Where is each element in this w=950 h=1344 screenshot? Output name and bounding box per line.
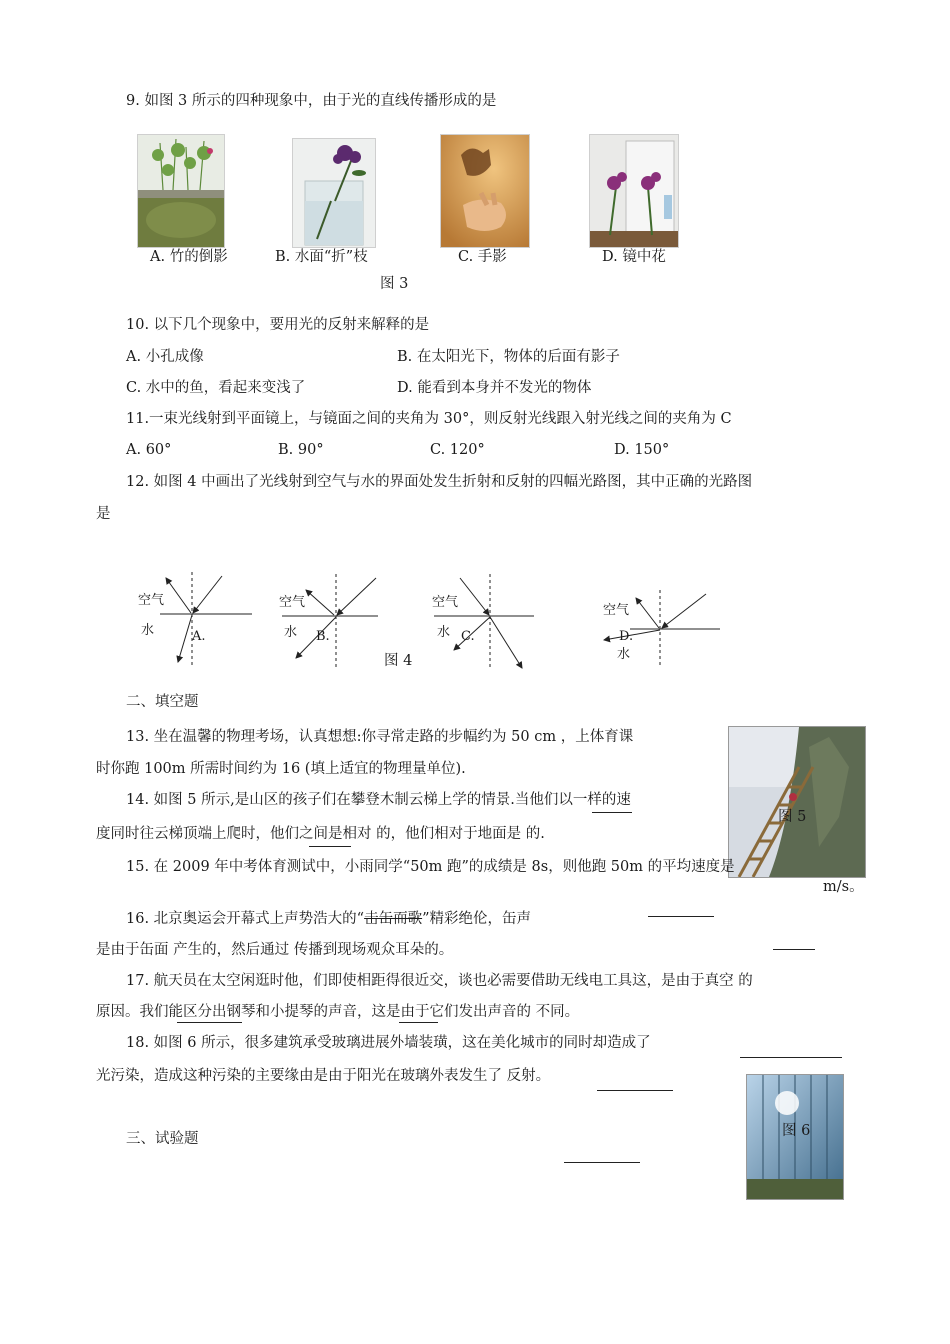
q10-option-d: D. 能看到本身并不发光的物体: [397, 380, 592, 396]
q18-line1: 18. 如图 6 所示，很多建筑承受玻璃进展外墙装璜，这在美化城市的同时却造成了: [126, 1035, 651, 1051]
photo-branch-in-water: [292, 138, 376, 248]
fig4-caption: 图 4: [384, 653, 413, 669]
q14-line2: 度同时往云梯顶端上爬时，他们之间是相对 的，他们相对于地面是 的.: [96, 826, 545, 842]
q14-line1: 14. 如图 5 所示,是山区的孩子们在攀登木制云梯上学的情景.当他们以一样的速: [126, 792, 631, 808]
q16-underline-b: [773, 949, 815, 950]
q15-unit: m/s。: [823, 879, 864, 895]
q9-stem: 9. 如图 3 所示的四种现象中，由于光的直线传播形成的是: [126, 93, 497, 109]
photo-mirror-flowers: [589, 134, 679, 248]
q11-option-b: B. 90°: [278, 442, 324, 458]
q11-option-d: D. 150°: [614, 442, 670, 458]
diagram-c-water-label: 水: [437, 625, 451, 640]
diagram-d-letter: D.: [619, 629, 634, 644]
q11-option-a: A. 60°: [126, 442, 172, 458]
diagram-c: [430, 572, 540, 672]
q17-line1: 17. 航天员在太空闲逛时他，们即使相距得很近交，谈也必需要借助无线电工具这，是由于真空 的: [126, 973, 753, 989]
q9-label-c: C. 手影: [458, 249, 507, 265]
diagram-a-letter: A.: [192, 629, 206, 644]
q17-line2: 原因。我们能区分出钢琴和小提琴的声音，这是由于它们发出声音的 不同。: [96, 1004, 580, 1020]
diagram-a: [130, 570, 260, 670]
q14-underline-a: [592, 812, 632, 813]
diagram-b-letter: B.: [316, 629, 330, 644]
q16-struck-text: 击缶而歌: [364, 911, 423, 927]
q10-option-b: B. 在太阳光下，物体的后面有影子: [397, 349, 620, 365]
photo-fig5-ladder: [728, 726, 866, 878]
diagram-d-water-label: 水: [617, 647, 631, 662]
q18-underline-a: [740, 1057, 842, 1058]
fig5-caption: 图 5: [778, 809, 807, 825]
q11-option-c: C. 120°: [430, 442, 485, 458]
q13-line1: 13. 坐在温馨的物理考场，认真想想:你寻常走路的步幅约为 50 cm ，上体育课: [126, 729, 634, 745]
q12-stem: 12. 如图 4 中画出了光线射到空气与水的界面处发生折射和反射的四幅光路图，其中正确的光路图: [126, 474, 753, 490]
section-experiment-title: 三、试验题: [126, 1131, 199, 1147]
q17-underline-a: [177, 1022, 242, 1023]
fig6-caption: 图 6: [782, 1123, 811, 1139]
diagram-c-letter: C.: [461, 629, 475, 644]
q16-underline-a: [648, 916, 714, 917]
q17-underline-b: [399, 1022, 438, 1023]
diagram-a-air-label: 空气: [138, 593, 165, 608]
q18-underline-b: [597, 1090, 673, 1091]
diagram-b-water-label: 水: [284, 625, 298, 640]
q14-underline-b: [309, 846, 351, 847]
diagram-b: [278, 572, 388, 672]
diagram-c-air-label: 空气: [432, 595, 459, 610]
photo-bamboo-reflection: [137, 134, 225, 248]
q13-line2: 时你跑 100m 所需时间约为 16 (填上适宜的物理量单位).: [96, 761, 466, 777]
q18-line2: 光污染，造成这种污染的主要缘由是由于阳光在玻璃外表发生了 反射。: [96, 1068, 551, 1084]
q18-underline-c: [564, 1162, 640, 1163]
photo-hand-shadow: [440, 134, 530, 248]
q9-label-b: B. 水面“折”枝: [275, 249, 368, 265]
q10-option-a: A. 小孔成像: [126, 349, 204, 365]
q10-option-c: C. 水中的鱼，看起来变浅了: [126, 380, 306, 396]
q11-stem: 11.一束光线射到平面镜上，与镜面之间的夹角为 30°，则反射光线跟入射光线之间的夹角为 C: [126, 411, 732, 427]
diagram-d-air-label: 空气: [603, 603, 630, 618]
q16-line2: 是由于缶面 产生的，然后通过 传播到现场观众耳朵的。: [96, 942, 454, 958]
q15-line1: 15. 在 2009 年中考体育测试中，小雨同学“50m 跑”的成绩是 8s，则他跑 50m 的平均速度是: [126, 859, 735, 875]
diagram-a-water-label: 水: [141, 623, 155, 638]
q9-label-d: D. 镜中花: [602, 249, 666, 265]
section-fill-in-title: 二、填空题: [126, 694, 199, 710]
q16-line1-start: 16. 北京奥运会开幕式上声势浩大的“: [126, 911, 365, 927]
q9-label-a: A. 竹的倒影: [150, 249, 228, 265]
q10-stem: 10. 以下几个现象中，要用光的反射来解释的是: [126, 317, 430, 333]
q12-stem-tail: 是: [96, 506, 111, 522]
q16-line1-end: ”精彩绝伦，缶声: [422, 911, 532, 927]
fig3-caption: 图 3: [380, 276, 409, 292]
diagram-b-air-label: 空气: [279, 595, 306, 610]
q16-line1: [126, 910, 531, 928]
